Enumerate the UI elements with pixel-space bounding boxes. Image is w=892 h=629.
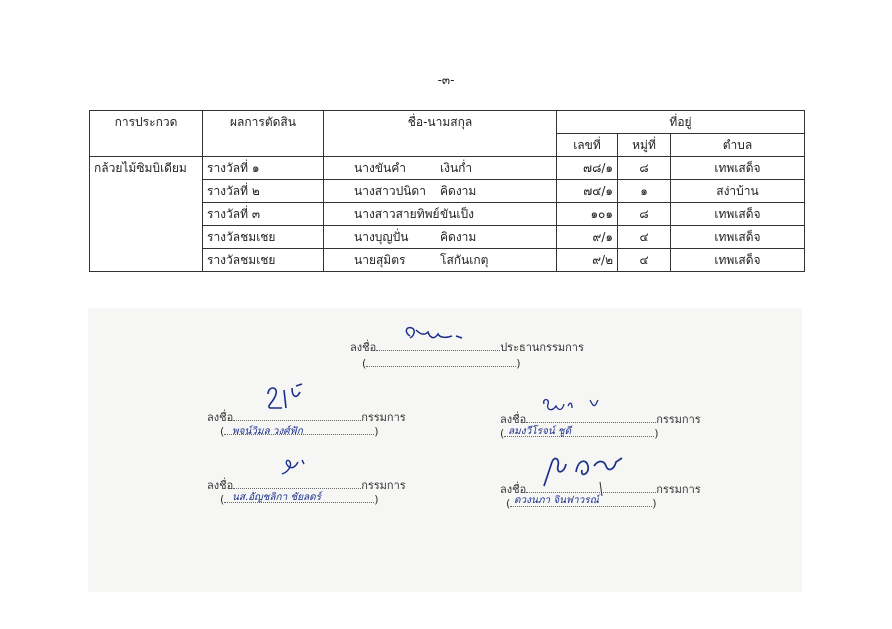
member-role: กรรมการ [361, 479, 406, 492]
close-paren: ) [516, 357, 521, 370]
result-cell: รางวัลชมเชย [203, 226, 324, 249]
chair-name-line [362, 356, 521, 370]
member-role: กรรมการ [656, 413, 701, 426]
first-name: นางสาวปนิดา [354, 184, 426, 198]
header-name: ชื่อ-นามสกุล [324, 111, 557, 157]
member-3-handwritten-name: นส.อัญชลิกา ชัยลดร์ [232, 492, 322, 503]
last-name: คิดงาม [440, 184, 477, 198]
member-3-signature [278, 456, 318, 480]
result-cell: รางวัลชมเชย [203, 249, 324, 272]
close-paren: ) [374, 493, 379, 506]
results-table [89, 110, 805, 272]
member-1-signature [262, 382, 312, 416]
header-contest: การประกวด [90, 111, 203, 157]
house-no-cell: ๗๔/๑ [557, 180, 618, 203]
header-house-no: เลขที่ [557, 134, 618, 157]
member-4-handwritten-name: ดวงนภา จินฟาวรณ์ [514, 495, 599, 506]
name-cell [324, 249, 557, 272]
house-no-cell: ๙/๑ [557, 226, 618, 249]
first-name: นางบุญปั่น [354, 230, 409, 244]
member-4-signature [540, 452, 630, 492]
name-cell [324, 180, 557, 203]
open-paren: ( [220, 493, 225, 506]
member-1-handwritten-name: พจน์วิมล วงศ์ฟัก [232, 426, 303, 437]
tambon-cell: เทพเสด็จ [671, 226, 805, 249]
sign-label: ลงชื่อ [500, 483, 527, 496]
moo-cell: ๑ [618, 180, 671, 203]
contest-name: กล้วยไม้ซิมบิเดียม [90, 157, 203, 272]
member-2-handwritten-name: ลมงวีโรจน์ ชูดี [508, 426, 572, 437]
open-paren: ( [506, 497, 511, 510]
last-name: คิดงาม [440, 230, 477, 244]
page-number: -๓- [437, 73, 455, 87]
close-paren: ) [652, 497, 657, 510]
open-paren: ( [220, 425, 225, 438]
header-tambon: ตำบล [671, 134, 805, 157]
open-paren: ( [500, 427, 505, 440]
moo-cell: ๘ [618, 157, 671, 180]
result-cell: รางวัลที่ ๓ [203, 203, 324, 226]
sign-label: ลงชื่อ [207, 411, 234, 424]
moo-cell: ๘ [618, 203, 671, 226]
house-no-cell: ๑๐๑ [557, 203, 618, 226]
sign-label: ลงชื่อ [500, 413, 527, 426]
first-name: นางสาวสายทิพย์ [354, 207, 440, 221]
header-row-1 [90, 111, 805, 134]
last-name: ขันเป็ง [440, 207, 474, 221]
header-address: ที่อยู่ [557, 111, 805, 134]
result-cell: รางวัลที่ ๑ [203, 157, 324, 180]
member-role: กรรมการ [361, 411, 406, 424]
name-cell [324, 226, 557, 249]
close-paren: ) [374, 425, 379, 438]
moo-cell: ๔ [618, 249, 671, 272]
house-no-cell: ๙/๒ [557, 249, 618, 272]
close-paren: ) [654, 427, 659, 440]
name-cell [324, 157, 557, 180]
header-moo: หมู่ที่ [618, 134, 671, 157]
moo-cell: ๔ [618, 226, 671, 249]
sign-label: ลงชื่อ [350, 341, 377, 354]
first-name: นายสุมิตร [354, 253, 406, 267]
house-no-cell: ๗๘/๑ [557, 157, 618, 180]
first-name: นางขันคำ [354, 161, 406, 175]
dotted-line [366, 356, 516, 367]
sign-label: ลงชื่อ [207, 479, 234, 492]
last-name: โสกันเกตุ [440, 253, 489, 267]
member-2-signature [540, 396, 610, 420]
member-role: กรรมการ [656, 483, 701, 496]
chair-signature [400, 322, 470, 352]
tambon-cell: เทพเสด็จ [671, 203, 805, 226]
chair-role: ประธานกรรมการ [500, 341, 584, 354]
tambon-cell: เทพเสด็จ [671, 249, 805, 272]
tambon-cell: สง่าบ้าน [671, 180, 805, 203]
table-row [90, 157, 805, 180]
tambon-cell: เทพเสด็จ [671, 157, 805, 180]
open-paren: ( [362, 357, 367, 370]
result-cell: รางวัลที่ ๒ [203, 180, 324, 203]
last-name: เงินก่ำ [440, 161, 473, 175]
name-cell [324, 203, 557, 226]
header-result: ผลการตัดสิน [203, 111, 324, 157]
